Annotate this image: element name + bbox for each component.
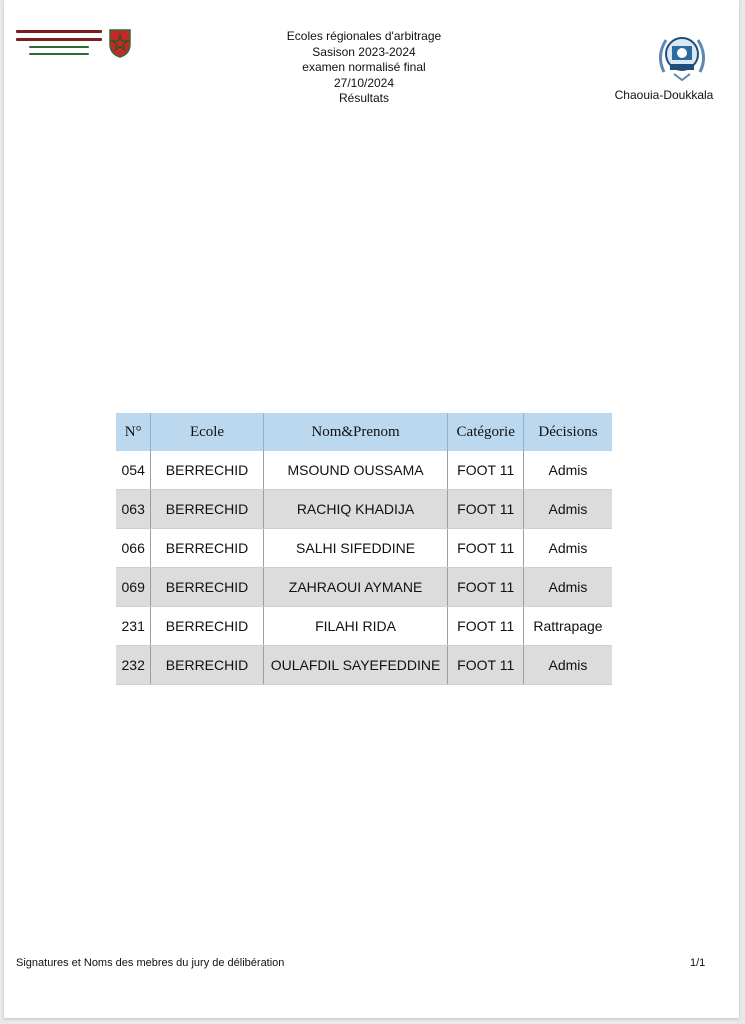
table-row: [116, 490, 612, 529]
header-season: Sasison 2023-2024: [312, 44, 416, 59]
cell-school: BERRECHID: [151, 646, 263, 685]
cell-name: RACHIQ KHADIJA: [263, 490, 448, 529]
page-number: 1/1: [690, 957, 706, 969]
table-row: [116, 607, 612, 646]
column-header-decision: Décisions: [523, 413, 612, 451]
cell-category: FOOT 11: [448, 529, 523, 568]
cell-category: FOOT 11: [448, 568, 523, 607]
cell-name: MSOUND OUSSAMA: [263, 451, 448, 490]
column-header-name: Nom&Prenom: [263, 413, 448, 451]
cell-school: BERRECHID: [151, 451, 263, 490]
cell-decision: Admis: [523, 646, 612, 685]
table-row: [116, 451, 612, 490]
column-header-number: N°: [116, 413, 151, 451]
referee-emblem-icon: [654, 28, 710, 84]
cell-number: 232: [116, 646, 151, 685]
document-header: [204, 29, 524, 107]
cell-school: BERRECHID: [151, 607, 263, 646]
header-title: Ecoles régionales d'arbitrage: [286, 29, 442, 43]
cell-number: 063: [116, 490, 151, 529]
cell-school: BERRECHID: [151, 568, 263, 607]
table-row: [116, 568, 612, 607]
table-row: [116, 646, 612, 685]
cell-number: 066: [116, 529, 151, 568]
column-header-school: Ecole: [151, 413, 263, 451]
cell-decision: Admis: [523, 568, 612, 607]
table-row: [116, 529, 612, 568]
region-name: Chaouia-Doukkala: [614, 88, 714, 102]
cell-number: 231: [116, 607, 151, 646]
column-header-category: Catégorie: [448, 413, 523, 451]
cell-category: FOOT 11: [448, 607, 523, 646]
header-results: Résultats: [338, 91, 390, 105]
header-exam: examen normalisé final: [302, 60, 426, 74]
cell-name: OULAFDIL SAYEFEDDINE: [263, 646, 448, 685]
document-page: [4, 0, 739, 1018]
header-date: 27/10/2024: [333, 75, 395, 90]
cell-school: BERRECHID: [151, 490, 263, 529]
cell-decision: Admis: [523, 490, 612, 529]
cell-category: FOOT 11: [448, 490, 523, 529]
cell-name: SALHI SIFEDDINE: [263, 529, 448, 568]
federation-logo-icon: [16, 28, 136, 68]
cell-decision: Rattrapage: [523, 607, 612, 646]
cell-name: FILAHI RIDA: [263, 607, 448, 646]
cell-name: ZAHRAOUI AYMANE: [263, 568, 448, 607]
table-header-row: [116, 413, 612, 451]
cell-category: FOOT 11: [448, 646, 523, 685]
cell-school: BERRECHID: [151, 529, 263, 568]
results-table: [116, 413, 612, 685]
cell-number: 069: [116, 568, 151, 607]
cell-category: FOOT 11: [448, 451, 523, 490]
cell-number: 054: [116, 451, 151, 490]
jury-signatures-label: Signatures et Noms des mebres du jury de délibération: [16, 957, 285, 969]
cell-decision: Admis: [523, 529, 612, 568]
cell-decision: Admis: [523, 451, 612, 490]
